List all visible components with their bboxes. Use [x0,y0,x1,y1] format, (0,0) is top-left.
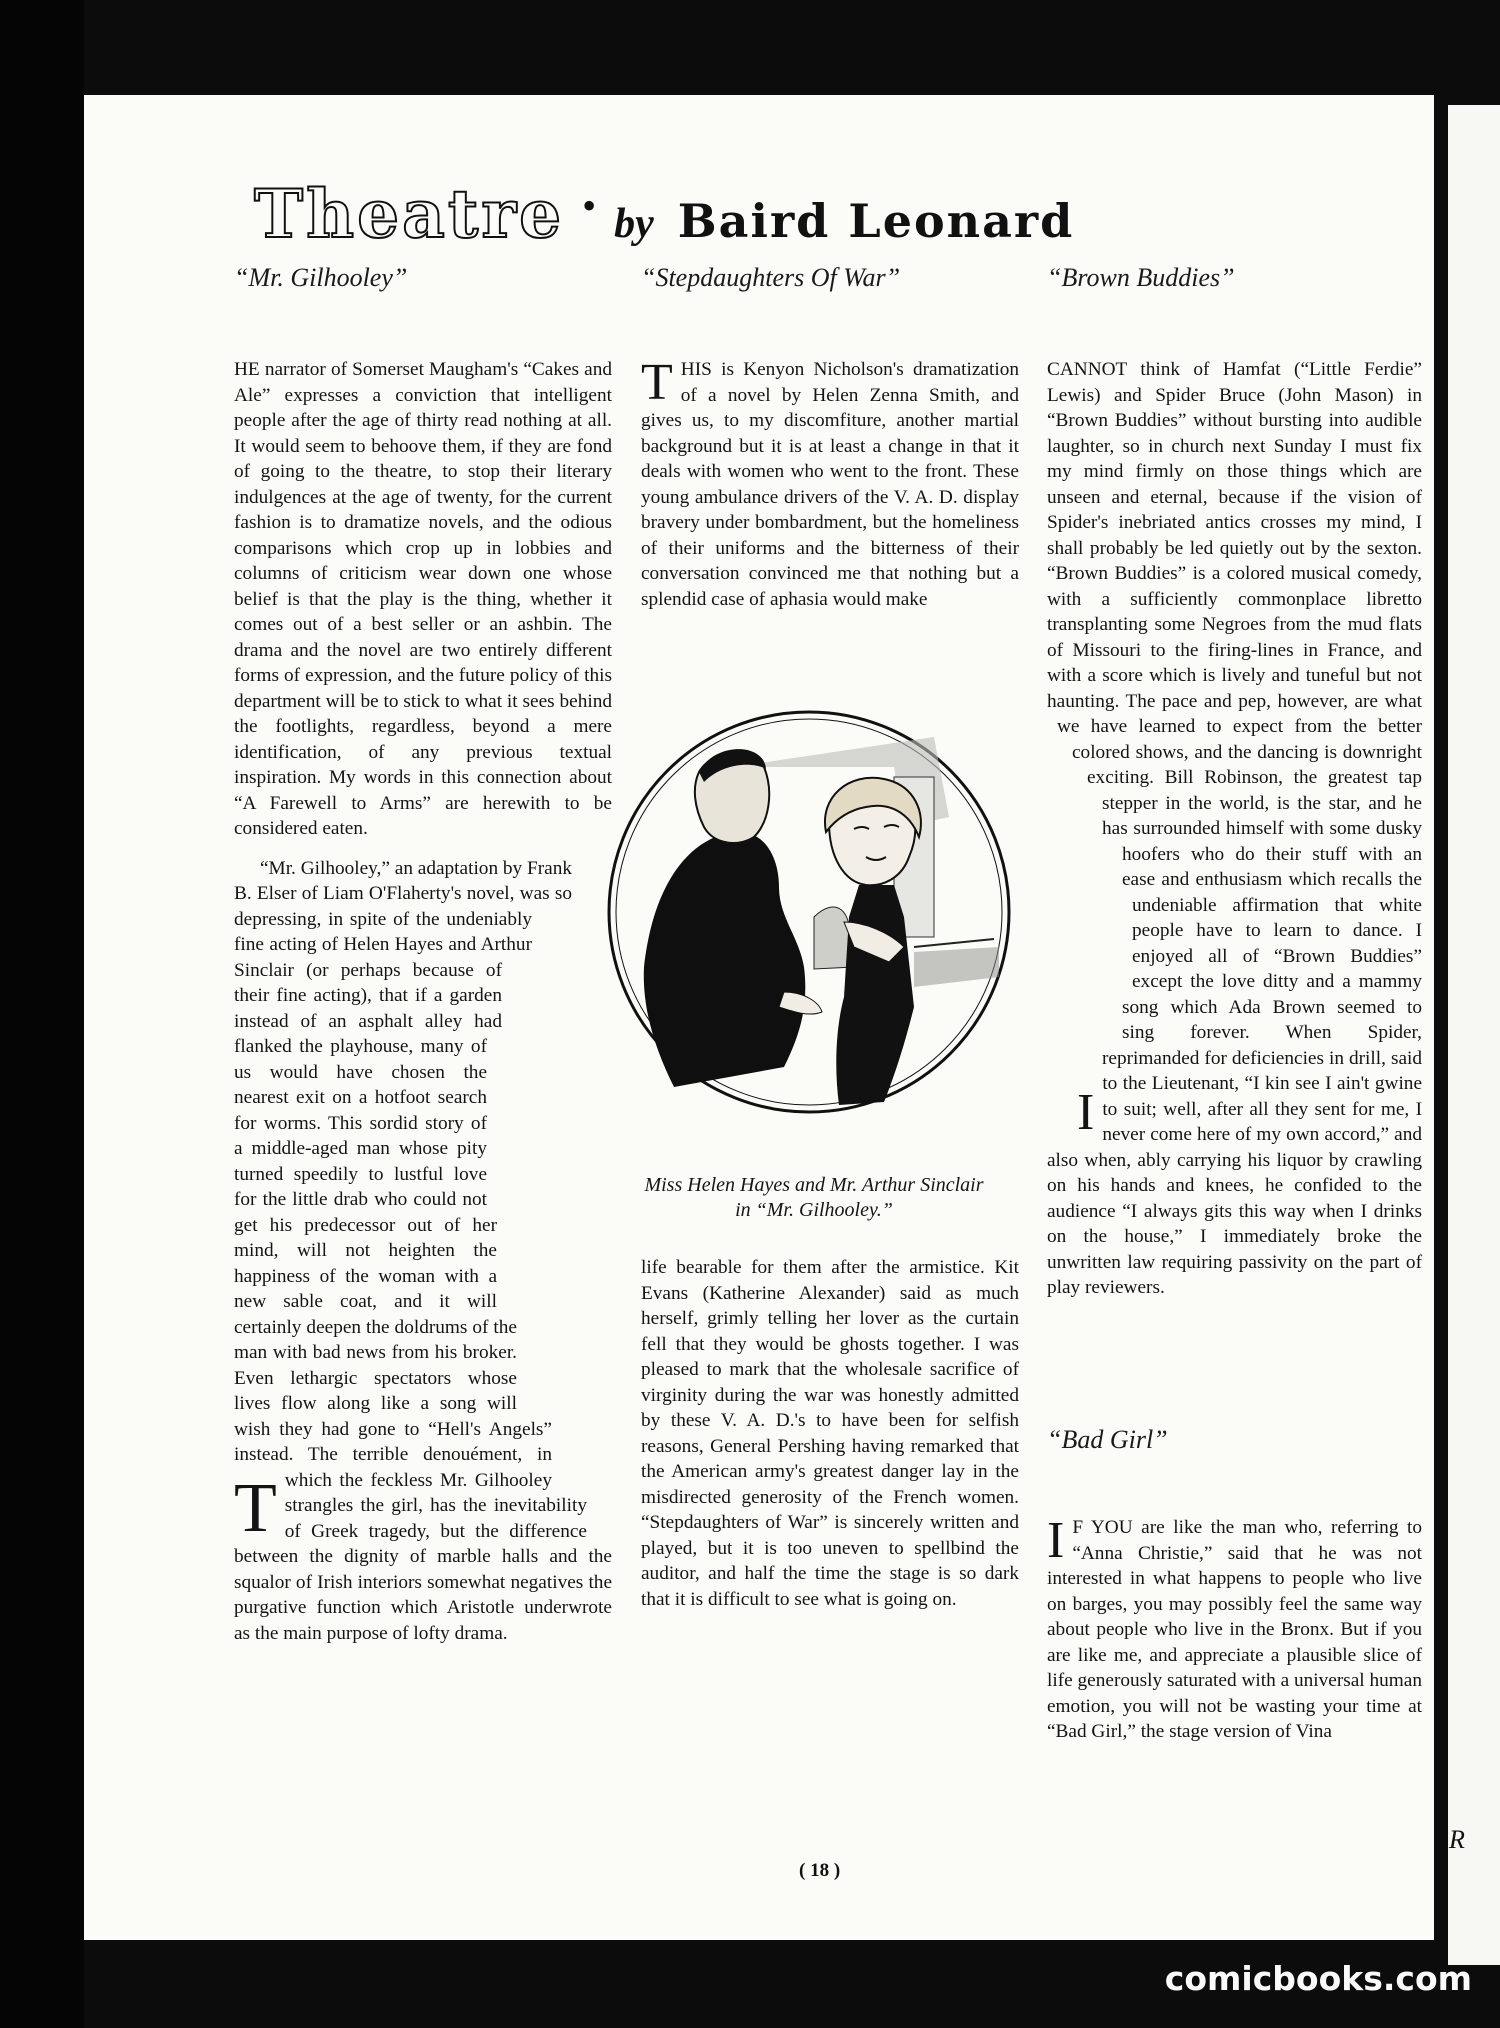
dropcap-stepdaughters: T [641,354,673,411]
bad-girl-paragraph-1: F YOU are like the man who, referring to “Anna Christie,” said that he was not interested in what happens to people who live on barges, you may possibly feel the same way about people who live in the Bronx. But if you are like me, and appreciate a plausible slice of life generously saturated with a universal human emotion, you will not be wasting your time at “Bad Girl,” the stage version of Vina [1047,1517,1422,1742]
column-brown-buddies [1047,357,1422,1301]
heading-stepdaughters-of-war: “Stepdaughters Of War” [641,263,901,292]
heading-mr-gilhooley: “Mr. Gilhooley” [234,263,408,292]
heading-bad-girl: “Bad Girl” [1047,1425,1168,1454]
dropcap-bad-girl: I [1047,1512,1065,1569]
page-number: ( 18 ) [799,1860,841,1881]
heading-brown-buddies: “Brown Buddies” [1047,263,1235,292]
dropcap-gilhooley: T [234,1470,277,1547]
title-separator: • [582,183,597,228]
column-gilhooley [234,357,612,1646]
scan-border [0,0,84,2028]
dropcap-brown-buddies: I [1077,1084,1095,1141]
theatre-illustration [604,707,1014,1117]
author-name: Baird Leonard [677,194,1075,248]
byline-by: by [614,201,654,247]
adjacent-page-letter: R [1449,1825,1465,1854]
gilhooley-paragraph-2: “Mr. Gilhooley,” an adaptation by Frank B. Elser of Liam O'Flaherty's novel, was so depressing, in spite of the undeniably fine acting of Helen Hayes and Arthur Sinclair (or perhaps because of their fine acting), that if a garden instead of an asphalt alley had flanked the playhouse, many of us would have chosen the nearest exit on a hotfoot search for worms. This sordid story of a middle-aged man whose pity turned speedily to lustful love for the little drab who could not get his predecessor out of her mind, will not heighten the happiness of the woman with a new sable coat, and it will certainly deepen the doldrums of the man with bad news from his broker. Even lethargic spectators whose lives flow along like a song will wish they had gone to “Hell's Angels” instead. The terrible denouément, in which the feckless Mr. Gilhooley strangles the girl, has the inevitability of Greek tragedy, but the difference between the dignity of marble halls and the squalor of Irish interiors somewhat negatives the purgative function which Aristotle underwrote as the main purpose of lofty drama. [234,857,612,1644]
stepdaughters-paragraph-1-continued: life bearable for them after the armistice. Kit Evans (Katherine Alexander) said as much herself, grimly telling her lover as the curtain fell that they would be ghosts together. I was pleased to mark that the wholesale sacrifice of virginity during the war was honestly admitted by these V. A. D.'s to have been for selfish reasons, General Pershing having remarked that the American army's greatest danger lay in the misdirected generosity of the French women. “Stepdaughters of War” is sincerely written and played, but it is too uneven to spellbind the auditor, and half the time the stage is so dark that it is difficult to see what is going on. [641,1257,1019,1610]
adjacent-page-edge [1448,105,1500,1965]
magazine-page [84,95,1434,1940]
brown-buddies-paragraph-1: CANNOT think of Hamfat (“Little Ferdie” Lewis) and Spider Bruce (John Mason) in “Brown Buddies” without bursting into audible laughter, so in church next Sunday I must fix my mind firmly on those things which are unseen and eternal, because if the vision of Spider's inebriated antics crosses my mind, I shall probably be led quietly out by the sexton. “Brown Buddies” is a colored musical comedy, with a sufficiently commonplace libretto transplanting some Negroes from the mud flats of Missouri to the firing-lines in France, and with a score which is lively and tuneful but not haunting. The pace and pep, however, are what we have learned to expect from the better colored shows, and the dancing is downright exciting. Bill Robinson, the greatest tap stepper in the world, is the star, and he has surrounded himself with some dusky hoofers who do their stuff with an ease and enthusiasm which recalls the undeniable affirmation that white people have to learn to dance. I enjoyed all of “Brown Buddies” except the love ditty and a mammy song which Ada Brown seemed to sing forever. When Spider, reprimanded for deficiencies in drill, said to the Lieutenant, “I kin see I ain't gwine to suit; well, after all they sent for me, I never come here of my own accord,” and also when, ably carrying his liquor by crawling on his hands and knees, he confided to the audience “I always gits this way when I drinks on the house,” I immediately broke the unwritten law requiring passivity on the part of play reviewers. [1047,359,1422,1298]
watermark: comicbooks.com [1164,1959,1472,1998]
gilhooley-paragraph-1: HE narrator of Somerset Maugham's “Cakes and Ale” expresses a conviction that intelligent people after the age of thirty read nothing at all. It would seem to behoove them, if they are fond of going to the theatre, to stop their literary indulgences at the age of twenty, for the current fashion is to dramatize novels, and the odious comparisons which crop up in lobbies and columns of criticism wear down one whose belief is that the play is the thing, whether it comes out of a best seller or an ashbin. The drama and the novel are two entirely different forms of expression, and the future policy of this department will be to stick to what it sees behind the footlights, regardless, beyond a mere identification, of any previous textual inspiration. My words in this connection about “A Farewell to Arms” are herewith to be considered eaten. [234,359,612,839]
column-stepdaughters-bottom [641,1255,1019,1612]
illustration-caption: Miss Helen Hayes and Mr. Arthur Sinclair in “Mr. Gilhooley.” [644,1174,984,1221]
page-header [254,175,1434,253]
column-bad-girl [1047,1512,1422,1745]
section-title: Theatre [254,175,565,253]
stepdaughters-paragraph-1: HIS is Kenyon Nicholson's dramatization of a novel by Helen Zenna Smith, and gives us, to my discomfiture, another martial background but it is at least a change in that it deals with women who went to the front. These young ambulance drivers of the V. A. D. display bravery under bombardment, but the homeliness of their uniforms and the bitterness of their conversation convinced me that nothing but a splendid case of aphasia would make [641,359,1019,610]
column-stepdaughters-top [641,354,1019,612]
